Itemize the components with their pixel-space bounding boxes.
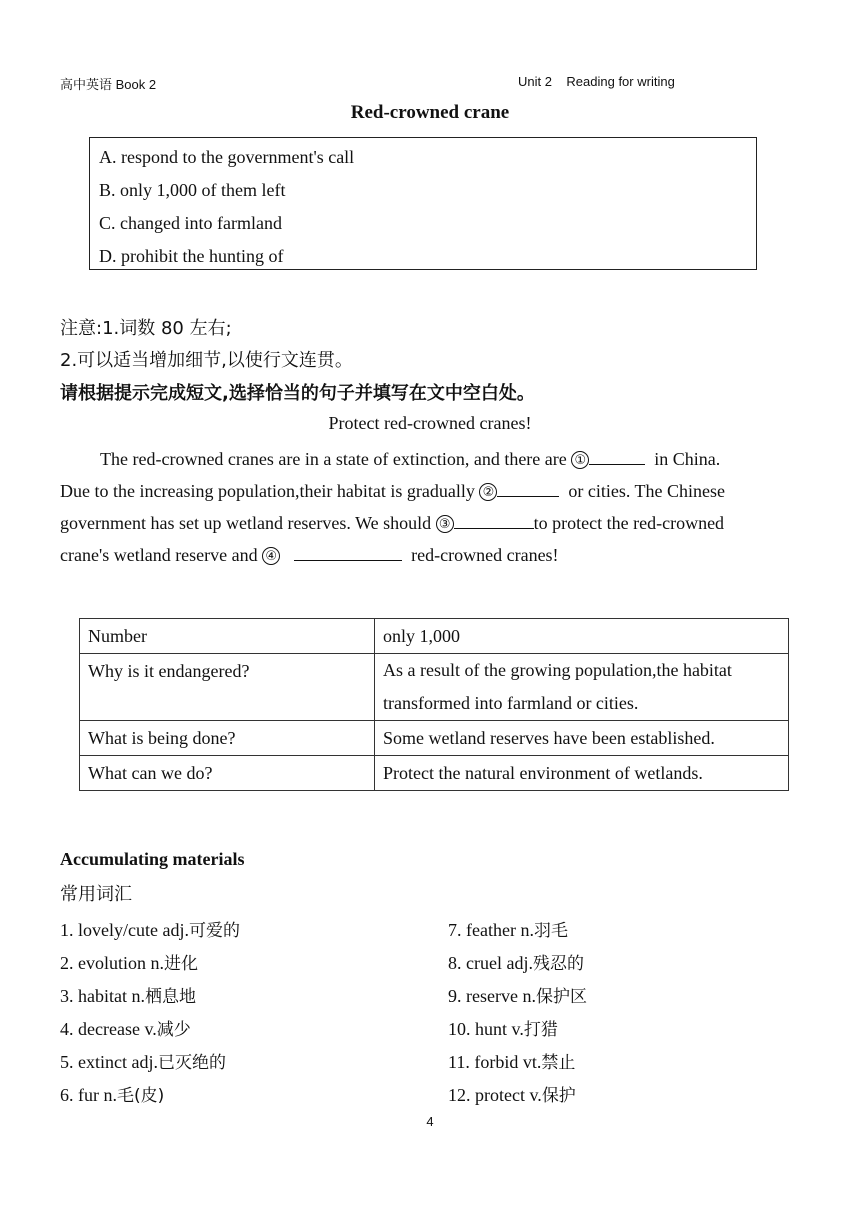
instruction: 请根据提示完成短文,选择恰当的句子并填写在文中空白处。 bbox=[60, 383, 535, 404]
table-cell-question: Why is it endangered? bbox=[80, 654, 375, 721]
vocab-item: 2. evolution n.进化 bbox=[60, 953, 198, 974]
table-cell-answer: only 1,000 bbox=[375, 619, 789, 654]
passage-line-4 bbox=[60, 542, 800, 566]
answer-line: As a result of the growing population,the habitat bbox=[383, 660, 732, 680]
option-c: C. changed into farmland bbox=[99, 213, 282, 233]
vocab-item: 4. decrease v.减少 bbox=[60, 1019, 191, 1040]
table-cell-question: What can we do? bbox=[80, 756, 375, 791]
vocab-item: 7. feather n.羽毛 bbox=[448, 920, 568, 941]
passage-line-1 bbox=[60, 446, 800, 470]
note-details: 2.可以适当增加细节,以使行文连贯。 bbox=[60, 350, 353, 371]
vocab-item: 1. lovely/cute adj.可爱的 bbox=[60, 920, 240, 941]
passage-line-2 bbox=[60, 478, 800, 502]
table-row bbox=[80, 756, 789, 791]
vocab-item: 10. hunt v.打猎 bbox=[448, 1019, 558, 1040]
table-cell-question: Number bbox=[80, 619, 375, 654]
table-cell-answer: Some wetland reserves have been established. bbox=[375, 721, 789, 756]
table-cell-answer bbox=[375, 654, 789, 721]
header-unit: Unit 2 Reading for writing bbox=[518, 74, 675, 89]
option-a: A. respond to the government's call bbox=[99, 147, 355, 167]
table-row bbox=[80, 619, 789, 654]
blank-number-1: ① bbox=[571, 451, 589, 469]
blank-1[interactable] bbox=[589, 446, 645, 465]
vocab-item: 9. reserve n.保护区 bbox=[448, 986, 587, 1007]
blank-4[interactable] bbox=[294, 542, 402, 561]
page-number: 4 bbox=[426, 1114, 434, 1129]
header-book: 高中英语 Book 2 bbox=[60, 77, 157, 92]
passage-text: red-crowned cranes! bbox=[402, 545, 559, 565]
passage-text: in China. bbox=[645, 449, 721, 469]
vocab-item: 3. habitat n.栖息地 bbox=[60, 986, 196, 1007]
option-b: B. only 1,000 of them left bbox=[99, 180, 286, 200]
blank-number-2: ② bbox=[479, 483, 497, 501]
table-cell-answer: Protect the natural environment of wetlands. bbox=[375, 756, 789, 791]
passage-text: government has set up wetland reserves. We should bbox=[60, 513, 436, 533]
table-cell-question: What is being done? bbox=[80, 721, 375, 756]
page-title: Red-crowned crane bbox=[350, 102, 510, 123]
info-table bbox=[79, 618, 789, 791]
passage-text: Due to the increasing population,their habitat is gradually bbox=[60, 481, 480, 501]
table-row bbox=[80, 721, 789, 756]
passage-text: The red-crowned cranes are in a state of extinction, and there are bbox=[100, 449, 572, 469]
passage-title: Protect red-crowned cranes! bbox=[328, 413, 532, 433]
vocab-item: 6. fur n.毛(皮) bbox=[60, 1085, 165, 1106]
passage-text: or cities. The Chinese bbox=[559, 481, 726, 501]
answer-line: transformed into farmland or cities. bbox=[383, 693, 639, 713]
vocab-item: 12. protect v.保护 bbox=[448, 1085, 576, 1106]
table-row bbox=[80, 654, 789, 721]
blank-number-3: ③ bbox=[436, 515, 454, 533]
options-box bbox=[89, 137, 757, 270]
blank-2[interactable] bbox=[497, 478, 559, 497]
passage-line-3 bbox=[60, 510, 800, 534]
vocab-heading: 常用词汇 bbox=[60, 884, 132, 905]
note-word-count: 注意:1.词数 80 左右; bbox=[60, 318, 232, 339]
blank-number-4: ④ bbox=[262, 547, 280, 565]
vocab-item: 8. cruel adj.残忍的 bbox=[448, 953, 584, 974]
passage-text: crane's wetland reserve and bbox=[60, 545, 263, 565]
vocab-item: 11. forbid vt.禁止 bbox=[448, 1052, 576, 1073]
blank-3[interactable] bbox=[454, 510, 534, 529]
vocab-item: 5. extinct adj.已灭绝的 bbox=[60, 1052, 226, 1073]
accumulating-title: Accumulating materials bbox=[60, 849, 245, 869]
passage-text: to protect the red-crowned bbox=[533, 513, 725, 533]
option-d: D. prohibit the hunting of bbox=[99, 246, 284, 266]
